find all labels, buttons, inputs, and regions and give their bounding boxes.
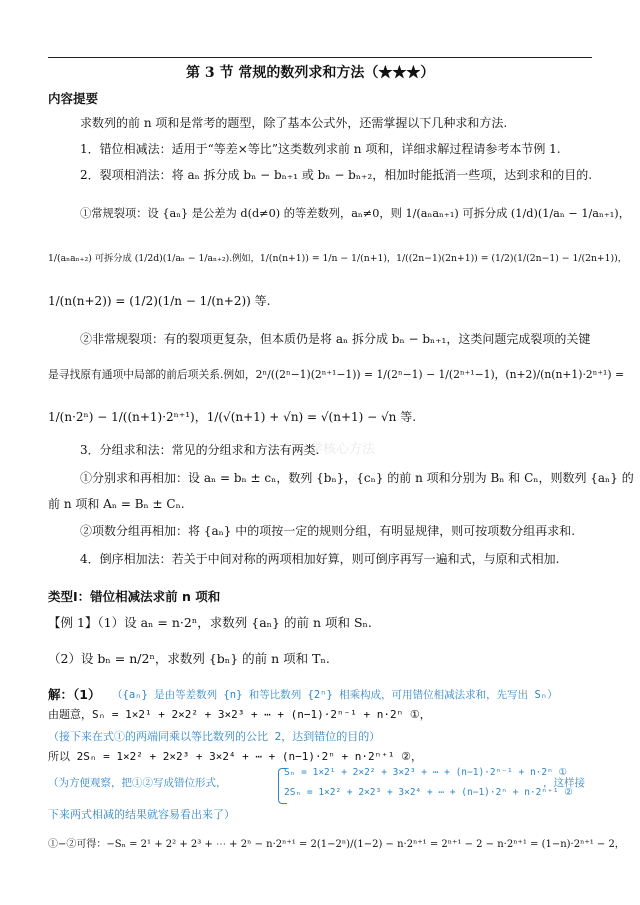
method-3-part-2: ②项数分组再相加：将 {aₙ} 中的项按一定的规则分组，有明显规律，则可按项数分组再求和. [80,524,576,538]
top-rule [48,57,592,58]
type-heading: 类型Ⅰ：错位相减法求前 n 项和 [48,589,221,604]
method-2-examples: 1/(aₙaₙ₊₂) 可拆分成 (1/2d)(1/aₙ − 1/aₙ₊₂).例如，1/(n(n+1)) = 1/n − 1/(n+1)，1/((2n−1)(2n+1)) = (1/2)(1/(2n−1) − 1/(2n+1))， [48,253,628,264]
solution-note-4: 下来两式相减的结果就容易看出来了） [48,808,235,821]
solution-line-3: ①−②可得：−Sₙ = 2¹ + 2² + 2³ + ⋯ + 2ⁿ − n·2ⁿ⁺¹ = 2(1−2ⁿ)/(1−2) − n·2ⁿ⁺¹ = 2ⁿ⁺¹ − 2 − n·2ⁿ⁺¹ = (1−n)·2ⁿ⁺¹ − 2， [48,839,625,850]
method-2-irregular-examples: 是寻找原有通项中局部的前后项关系.例如，2ⁿ/((2ⁿ−1)(2ⁿ⁺¹−1)) = 1/(2ⁿ−1) − 1/(2ⁿ⁺¹−1)，(n+2)/(n(n+1)·2ⁿ⁺¹) = [48,368,624,381]
method-4: 4．倒序相加法：若关于中间对称的两项相加好算，则可倒序再写一遍和式，与原和式相加. [80,552,560,566]
method-2-example-end: 1/(n(n+2)) = (1/2)(1/n − 1/(n+2)) 等. [48,294,271,308]
aligned-eq-2: 2Sₙ = 1×2² + 2×2³ + 3×2⁴ + ⋯ + (n−1)·2ⁿ + n·2ⁿ⁺¹ ② [284,787,573,798]
example-1-part-1: 【例 1】（1）设 aₙ = n·2ⁿ，求数列 {aₙ} 的前 n 项和 Sₙ. [48,615,372,630]
example-1-part-2: （2）设 bₙ = n/2ⁿ，求数列 {bₙ} 的前 n 项和 Tₙ. [48,651,330,666]
method-2-irregular: ②非常规裂项：有的裂项更复杂，但本质仍是将 aₙ 拆分成 bₙ − bₙ₊₁，这类问题完成裂项的关键 [80,332,591,346]
solution-note-2: （接下来在式①的两端同乘以等比数列的公比 2，达到错位的目的） [48,730,381,743]
method-3-part-1: ①分别求和再相加：设 aₙ = bₙ ± cₙ，数列 {bₙ}，{cₙ} 的前 n 项和分别为 Bₙ 和 Cₙ，则数列 {aₙ} 的 [80,471,634,485]
page-title: 第 3 节 常规的数列求和方法（★★★） [186,65,435,81]
method-3-part-1-end: 前 n 项和 Aₙ = Bₙ ± Cₙ. [48,497,185,511]
solution-note-1: （{aₙ} 是由等差数列 {n} 和等比数列 {2ⁿ} 相乘构成，可用错位相减法求和，先写出 Sₙ） [112,689,558,701]
section-heading: 内容提要 [48,91,99,106]
solution-label: 解：（1） [48,687,101,702]
method-1: 1．错位相减法：适用于“等差×等比”这类数列求前 n 项和，详细求解过程请参考本节例 1. [80,142,561,156]
method-2-regular: ①常规裂项：设 {aₙ} 是公差为 d(d≠0) 的等差数列，aₙ≠0，则 1/(aₙaₙ₊₁) 可拆分成 (1/d)(1/aₙ − 1/aₙ₊₁)， [80,207,630,220]
method-2-irregular-end: 1/(n·2ⁿ) − 1/((n+1)·2ⁿ⁺¹)，1/(√(n+1) + √n) = √(n+1) − √n 等. [48,410,417,424]
method-3: 3．分组求和法：常见的分组求和方法有两类. [80,443,320,457]
solution-note-3-tail: ，这样接 [543,777,585,789]
solution-note-3: （为方便观察，把①②写成错位形式， [48,777,227,789]
solution-line-2: 所以 2Sₙ = 1×2² + 2×2³ + 3×2⁴ + ⋯ + (n−1)·2ⁿ + n·2ⁿ⁺¹ ②， [48,750,422,763]
paragraph-intro: 求数列的前 n 项和是常考的题型，除了基本公式外，还需掌握以下几种求和方法. [80,116,508,130]
aligned-eq-1: Sₙ = 1×2¹ + 2×2² + 3×2³ + ⋯ + (n−1)·2ⁿ⁻¹ + n·2ⁿ ① [284,767,568,778]
solution-line-1: 由题意，Sₙ = 1×2¹ + 2×2² + 3×2³ + ⋯ + (n−1)·2ⁿ⁻¹ + n·2ⁿ ①， [48,708,431,721]
method-2: 2．裂项相消法：将 aₙ 拆分成 bₙ − bₙ₊₁ 或 bₙ − bₙ₊₂，相加时能抵消一些项，达到求和的目的. [80,168,593,182]
watermark: 学核心方法 [310,442,376,457]
